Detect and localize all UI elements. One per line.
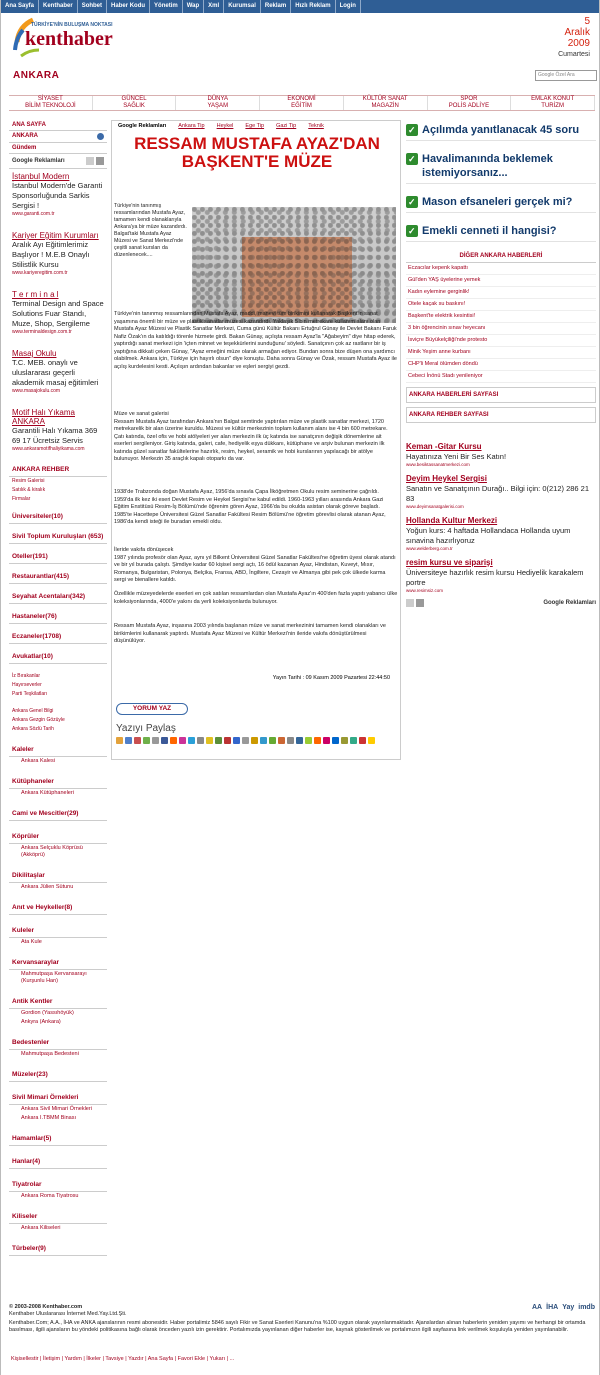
topnav-item[interactable]: Ana Sayfa xyxy=(1,0,39,13)
date-weekday: Cumartesi xyxy=(558,51,590,58)
ad-url[interactable]: www.terminaldesign.com.tr xyxy=(12,329,72,335)
category-link[interactable]: BİLİM TEKNOLOJİ xyxy=(25,103,76,109)
topnav-item[interactable]: Yönetim xyxy=(150,0,183,13)
left-ad xyxy=(9,405,107,455)
directory-section[interactable]: Oteller(191) xyxy=(9,550,107,564)
left-ads xyxy=(9,169,107,455)
feature-question-text: Açılımda yanıtlanacak 45 soru xyxy=(422,124,580,136)
ad-url[interactable]: www.garanti.com.tr xyxy=(12,211,55,217)
directory-item[interactable]: Ankara Roma Tiyatrosu xyxy=(21,1193,79,1199)
ad-url[interactable]: www.besiktassanatmerkezi.com xyxy=(406,462,470,467)
other-news-list xyxy=(406,263,596,383)
directory-group[interactable]: Anıt ve Heykeller(8) xyxy=(9,901,107,915)
ad-body: Üniversiteye hazırlık resim kursu Hediyelik karakalem portre xyxy=(406,568,584,587)
directory-section[interactable]: Avukatlar(10) xyxy=(9,650,107,664)
check-icon xyxy=(406,225,418,237)
other-news-head: DİĞER ANKARA HABERLERİ xyxy=(406,250,596,263)
left-sections xyxy=(9,510,107,1256)
rehber-link[interactable]: Firmalar xyxy=(12,496,31,502)
article-tabs xyxy=(112,121,402,132)
share-icon[interactable] xyxy=(170,737,177,744)
share-icon[interactable] xyxy=(260,737,267,744)
directory-group[interactable]: Kiliseler xyxy=(9,1210,107,1224)
share-icon[interactable] xyxy=(287,737,294,744)
ad-body: İstanbul Modern'de Garanti Sponsorluğunda Sarkis Sergisi ! xyxy=(12,181,103,210)
footer xyxy=(9,1304,595,1362)
category-column xyxy=(176,96,260,110)
directory-section[interactable]: Seyahat Acentaları(342) xyxy=(9,590,107,604)
article-photo xyxy=(192,207,396,323)
category-link[interactable]: TURİZM xyxy=(541,103,564,109)
share-icon[interactable] xyxy=(233,737,240,744)
directory-group[interactable]: Hamamlar(5) xyxy=(9,1132,107,1146)
right-ad xyxy=(406,439,596,471)
sidebar-home[interactable]: ANA SAYFA xyxy=(9,120,107,131)
tab-item[interactable]: Ege Tip xyxy=(245,123,265,129)
left-ad xyxy=(9,346,107,397)
misc-link[interactable]: İz Bırakanlar xyxy=(12,673,41,679)
ad-body: T.C. MEB. onaylı ve uluslararası geçerli akademik masaj eğitimleri xyxy=(12,358,99,387)
ad-url[interactable]: www.ankaramotifhaliyikama.com xyxy=(12,446,85,452)
agency-logos xyxy=(532,1304,595,1311)
misc-link[interactable]: Ankara Genel Bilgi xyxy=(12,708,54,714)
agency-logo: imdb xyxy=(578,1304,595,1311)
directory-item[interactable]: Mahmutpaşa Kervansarayı (Kurşunlu Han) xyxy=(21,971,87,984)
category-column xyxy=(428,96,512,110)
ad-body: Garantili Halı Yıkama 369 69 17 Ücretsiz Servis xyxy=(12,426,98,445)
directory-group[interactable]: Kuleler xyxy=(9,924,107,938)
comment-button[interactable]: YORUM YAZ xyxy=(116,703,188,715)
publish-date: Yayın Tarihi : 09 Kasım 2009 Pazartesi 22:44:50 xyxy=(272,675,390,681)
article-paragraph-1: Türkiye'nin tanınmış ressamlarından Mustafa Ayaz, maddi, manevi tüm birikimini kullanarak Başkent'in sanat yaşamına önemli bir müze ve plastik sanatlar müzesi kazandırdı. Yaklaşık 5 bin metrekare kullanım alanı olan Mustafa Ayaz Müzesi ve Plastik Sanatlar Merkezi, Cuma günü Kültür Bakanı Ertuğrul Günay ile Devlet Bakanı Faruk Nafiz Özak'ın da katıldığı törenle hizmete girdi. Bakan Günay, açılışta ressam Ayaz'la "Ağabeyim" diye hitap ederek, yaptırdığı sanat merkezi için 'içten minnet ve teşekkürlerini sunduğunu' söyledi. Sanatçının çok az rastlanır bir iş yaptığına dikkati çeken Günay, "Ayaz emeğini müze olarak armağan ediyor. Bundan sonra bize düşen ona yardımcı olabilmek. Ankara için, Türkiye için hayırlı olsun" diye konuştu. Daha sonra Günay ve Özak, ressam Mustafa Ayaz ile açılış kurdelesini kesti. Açılışın ardından bakanlar ve eşleri sergiyi gezdi. xyxy=(114,311,397,370)
directory-group[interactable]: Kütüphaneler xyxy=(9,775,107,789)
arrow-left-icon[interactable] xyxy=(406,599,414,607)
share-icons xyxy=(116,737,396,746)
right-ad xyxy=(406,555,596,597)
share-icon[interactable] xyxy=(332,737,339,744)
ad-title[interactable]: resim kursu ve siparişi xyxy=(406,558,493,567)
city-select[interactable] xyxy=(9,131,107,143)
category-link[interactable]: SPOR xyxy=(460,96,478,102)
share-icon[interactable] xyxy=(134,737,141,744)
agency-logo: Yay xyxy=(562,1304,575,1311)
directory-item[interactable]: Mahmutpaşa Bedesteni xyxy=(21,1051,79,1057)
misc-link[interactable]: Ankara Sözlü Tarih xyxy=(12,726,54,732)
article-paragraph-3: 1938'de Trabzonda doğan Mustafa Ayaz, 1956'da sınavla Çapa İlköğretmen Okulu resim seminerine çağrıldı. 1959'da ilk kez iki eseri Devlet Resim ve Heykel Sergisi'ne kabul edildi. 1960-1963 yılları arasında Ankara Gazi Eğitim Enstitüsü Resim-İş Bölümü'nde öğrenim gören Ayaz, 1966'da bu okulda asistan olarak göreve başladı. 1985'te Hacettepe Üniversitesi Güzel Sanatlar Fakültesi Resim Bölümü'ne öğretim görevlisi olarak atanan Ayaz, 1986'da kendi isteği ile buradan emekli oldu. xyxy=(114,489,386,525)
directory-item[interactable]: Gordion (Yassıhöyük) xyxy=(21,1010,74,1016)
news-item[interactable]: Kadın eylemine gerginlik! xyxy=(406,287,596,299)
share-icon[interactable] xyxy=(206,737,213,744)
category-column xyxy=(260,96,344,110)
ad-title[interactable]: Hollanda Kultur Merkezi xyxy=(406,516,498,525)
share-icon[interactable] xyxy=(251,737,258,744)
category-link[interactable]: MAGAZİN xyxy=(371,103,399,109)
share-icon[interactable] xyxy=(278,737,285,744)
rehber-links xyxy=(9,477,107,504)
arrow-right-icon[interactable] xyxy=(96,157,104,165)
directory-section[interactable]: Restaurantlar(415) xyxy=(9,570,107,584)
directory-item[interactable]: Ankyra (Ankara) xyxy=(21,1019,61,1025)
directory-group[interactable]: Hanlar(4) xyxy=(9,1155,107,1169)
directory-group[interactable]: Türbeler(9) xyxy=(9,1242,107,1256)
directory-group[interactable]: Müzeler(23) xyxy=(9,1068,107,1082)
share-icon[interactable] xyxy=(152,737,159,744)
directory-group[interactable]: Bedestenler xyxy=(9,1036,107,1050)
rehber-link[interactable]: Satılık & kiralık xyxy=(12,487,46,493)
footer-legal: Kenthaber.Com; A.A., İHA ve ANKA ajanslarının resmi abonesidir. Haber portalimiz 5846 sayılı Fikir ve Sanat Eserleri Kanunu'na %100 uygun olarak yayınlanmaktadır. Ajanslardan alınan haberlerin yeniden yayımı ve herhangi bir ortamda basılması, ilgili ajansların bu yöndeki politikasına bağlı olarak önceden yazılı izin gerektirir. Portalımızda yayınlanan diğer haberler ise, kaynak gösterilmek ve portalımızın ilgili sayfasına link verilmek koşuluyla yeniden yayınlanabilir. xyxy=(9,1320,586,1333)
ad-body: Yoğun kurs: 4 haftada Hollandaca Hollanda uyum sınavina hazırlıyoruz xyxy=(406,526,571,545)
directory-item[interactable]: Ankara Selçuklu Köprüsü (Akköprü) xyxy=(21,845,83,858)
share-icon[interactable] xyxy=(224,737,231,744)
share-icon[interactable] xyxy=(188,737,195,744)
feature-question[interactable] xyxy=(406,192,596,213)
share-icon[interactable] xyxy=(368,737,375,744)
right-ad xyxy=(406,471,596,513)
directory-section[interactable]: Hastaneler(76) xyxy=(9,610,107,624)
right-sidebar xyxy=(406,120,596,607)
agency-logo: AA xyxy=(532,1304,543,1311)
directory-group[interactable]: Dikilitaşlar xyxy=(9,869,107,883)
share-icon[interactable] xyxy=(341,737,348,744)
feature-questions xyxy=(406,120,596,242)
topnav-item[interactable]: Reklam xyxy=(261,0,291,13)
topnav-item[interactable]: Sohbet xyxy=(78,0,107,13)
city-select-label: ANKARA xyxy=(12,133,38,139)
directory-section[interactable]: Eczaneler(1708) xyxy=(9,630,107,644)
news-item[interactable]: Minik Yeşim anne kurbanı xyxy=(406,347,596,359)
category-link[interactable]: KÜLTÜR SANAT xyxy=(362,96,408,102)
check-icon xyxy=(406,153,418,165)
category-link[interactable]: SİYASET xyxy=(37,96,63,102)
news-item[interactable]: 3 bin öğrencinin sınav heyecanı xyxy=(406,323,596,335)
ad-title[interactable]: İstanbul Modern xyxy=(12,172,70,181)
news-item[interactable]: CHP'li Meral ölümden döndü xyxy=(406,359,596,371)
sidebar-gundem[interactable]: Gündem xyxy=(9,143,107,154)
check-icon xyxy=(406,196,418,208)
search-input[interactable]: Google Özel Ara xyxy=(535,70,597,81)
share-icon[interactable] xyxy=(143,737,150,744)
ad-url[interactable]: www.masajokulu.com xyxy=(12,388,61,394)
left-sidebar xyxy=(9,120,107,1256)
tab-item[interactable]: Gazi Tip xyxy=(276,123,297,129)
ad-title[interactable]: Motif Halı Yıkama ANKARA xyxy=(12,408,75,426)
tab-item[interactable]: Google Reklamları xyxy=(118,123,167,129)
feature-question[interactable] xyxy=(406,221,596,242)
category-link[interactable]: SAĞLIK xyxy=(123,103,145,109)
topnav-item[interactable]: Haber Kodu xyxy=(107,0,150,13)
tab-item[interactable]: Heykel xyxy=(216,123,234,129)
news-item[interactable]: Başkent'te elektrik kesintisi! xyxy=(406,311,596,323)
article-title: RESSAM MUSTAFA AYAZ'DAN BAŞKENT'E MÜZE xyxy=(134,134,380,171)
arrow-right-icon[interactable] xyxy=(416,599,424,607)
left-ad xyxy=(9,287,107,338)
directory-item[interactable]: Ankara I.TBMM Binası xyxy=(21,1115,77,1121)
ad-body: Hayatınıza Yeni Bir Ses Katın! xyxy=(406,452,507,461)
ad-title[interactable]: Kariyer Eğitim Kurumları xyxy=(12,231,99,240)
feature-question-text: Emekli cenneti il hangisi? xyxy=(422,225,557,237)
directory-item[interactable]: Ankara Kiliseleri xyxy=(21,1225,61,1231)
ad-url[interactable]: www.welderberg.com.tr xyxy=(406,546,453,551)
misc-link[interactable]: Parti Teşkilatları xyxy=(12,691,48,697)
footer-company: Kenthaber Uluslararası İnternet Med.Yay.Ltd.Şti. xyxy=(9,1311,127,1317)
news-item[interactable]: Cebeci İnönü Stadı yenileniyor xyxy=(406,371,596,383)
google-ads-label: Google Reklamları xyxy=(12,158,65,164)
left-ad xyxy=(9,228,107,279)
topnav-item[interactable]: Login xyxy=(336,0,361,13)
rehber-link[interactable]: Resim Galerisi xyxy=(12,478,45,484)
directory-group[interactable]: Kaleler xyxy=(9,743,107,757)
directory-group[interactable]: Tiyatrolar xyxy=(9,1178,107,1192)
site-logo[interactable] xyxy=(11,16,121,66)
topnav-item[interactable]: Hızlı Reklam xyxy=(291,0,335,13)
google-ads-label: Google Reklamları xyxy=(543,600,596,606)
directory-group[interactable]: Köprüler xyxy=(9,830,107,844)
category-column xyxy=(511,96,595,110)
google-ads-head xyxy=(9,154,107,169)
article-paragraph-2: Müze ve sanat galerisi Ressam Mustafa Ayaz tarafından Ankara'nın Balgat semtinde yaptırılan müze ve plastik sanatlar merkezi, 1720 metrekarelik bir alan üzerine kuruldu. Müzesi ve kültür merkezinin toplam kullanım alanı ise 4 bin 600 metrekare. Çatı katında, özel ofis ve hobi atölyeleri yer alan merkezin ilk üç katında ise sanatçının değişik dönemlerine ait eserleri sergileniyor. Giriş katında, galeri, cafe, hediyelik eşya dükkanı, kütüphane ve arşiv bulunan merkezin ilk katında güzel sanatlar fakültelerine hazırlık, resim, heykel, seramik ve hobi kurslarının yapılacağı bir atölye bulunuyor. Merkezin 35 araçlık kapalı otoparkı da var. xyxy=(114,411,388,462)
check-icon xyxy=(406,124,418,136)
directory-item[interactable]: Ata Kule xyxy=(21,939,42,945)
tab-item[interactable]: Teknik xyxy=(308,123,324,129)
logo-name: kenthaber xyxy=(25,28,113,50)
news-item[interactable]: Gül'den YAŞ üyelerine yemek xyxy=(406,275,596,287)
misc-link[interactable]: Hayırseverler xyxy=(12,682,42,688)
directory-group[interactable]: Kervansaraylar xyxy=(9,956,107,970)
ad-title[interactable]: Keman -Gitar Kursu xyxy=(406,442,482,451)
date-month: Aralık xyxy=(564,27,590,38)
share-icon[interactable] xyxy=(296,737,303,744)
right-ads-footer xyxy=(406,599,596,607)
category-link[interactable]: EMLAK KONUT xyxy=(531,96,575,102)
topnav-item[interactable]: Kurumsal xyxy=(224,0,261,13)
topnav-item[interactable]: Xml xyxy=(204,0,224,13)
ad-title[interactable]: Masaj Okulu xyxy=(12,349,57,358)
footer-links[interactable]: Kişisellestir | İletişim | Yardım | İlkeler | Tavsiye | Yazdır | Ana Sayfa | Favori Ekle | Yukarı | ... xyxy=(11,1356,235,1362)
feature-question[interactable] xyxy=(406,149,596,184)
guide-page-link[interactable]: ANKARA REHBER SAYFASI xyxy=(406,407,596,423)
topnav-item[interactable]: Wap xyxy=(183,0,204,13)
category-link[interactable]: POLİS ADLİYE xyxy=(448,103,490,109)
article-paragraph-5: Özellikle müzeyedelerde eserleri en çok satılan ressamlardan olan Mustafa Ayaz'ın 400'den fazla yapıtı yabancı ülke koleksiyonlarında, 4000'e yakını da yerli koleksiyonlarda bulunuyor. xyxy=(114,591,398,605)
news-item[interactable]: Otele kaçak su baskını! xyxy=(406,299,596,311)
share-icon[interactable] xyxy=(242,737,249,744)
share-icon[interactable] xyxy=(269,737,276,744)
article xyxy=(111,120,401,760)
share-icon[interactable] xyxy=(116,737,123,744)
topnav-item[interactable]: Kenthaber xyxy=(39,0,78,13)
arrow-left-icon[interactable] xyxy=(86,157,94,165)
share-icon[interactable] xyxy=(125,737,132,744)
misc-links-1 xyxy=(9,672,107,699)
date-year: 2009 xyxy=(567,38,590,49)
ad-url[interactable]: www.deyimsanatgalerisi.com xyxy=(406,504,464,509)
ad-title[interactable]: T e r m i n a l xyxy=(12,290,59,299)
date-day: 5 xyxy=(584,16,590,27)
category-bar xyxy=(9,95,595,111)
top-nav xyxy=(1,0,600,13)
directory-item[interactable]: Ankara Jülien Sütunu xyxy=(21,884,74,890)
ad-body: Sanatın ve Sanatçının Durağı.. Bilgi için: 0(212) 286 21 83 xyxy=(406,484,590,503)
directory-item[interactable]: Ankara Kalesi xyxy=(21,758,55,764)
feature-question-text: Mason efsaneleri gerçek mi? xyxy=(422,196,573,208)
share-icon[interactable] xyxy=(350,737,357,744)
ad-url[interactable]: www.kariyeregitim.com.tr xyxy=(12,270,68,276)
news-item[interactable]: Eczacılar kepenk kapattı xyxy=(406,263,596,275)
dropdown-icon xyxy=(97,133,104,140)
city-title: ANKARA xyxy=(13,70,60,81)
tab-item[interactable]: Ankara Tip xyxy=(178,123,205,129)
directory-group[interactable]: Antik Kentler xyxy=(9,995,107,1009)
category-link[interactable]: EĞİTİM xyxy=(291,103,312,109)
date-block xyxy=(546,16,590,60)
article-paragraph-4: İleride vakıfa dönüşecek 1987 yılında profesör olan Ayaz, aynı yıl Bilkent Üniversitesi Güzel Sanatlar Fakültesi'ne öğretim üyesi olarak atandı ve bir yıl burada çalıştı. Şimdiye kadar 60 kişisel sergi açtı, 16 ödül kazanan Ayaz, Hindistan, Kuveyt, Mısır, Romanya, Bulgaristan, Polonya, Belçika, Fransa, ABD, İngiltere, Cezayir ve Almanya gibi pek çok ülkede karma sergi ve bienallere katıldı. xyxy=(114,547,396,583)
share-icon[interactable] xyxy=(323,737,330,744)
directory-group[interactable]: Cami ve Mescitler(29) xyxy=(9,807,107,821)
share-icon[interactable] xyxy=(359,737,366,744)
category-link[interactable]: GÜNCEL xyxy=(121,96,147,102)
share-icon[interactable] xyxy=(305,737,312,744)
article-paragraph-6: Ressam Mustafa Ayaz, inşasına 2003 yılında başlanan müze ve sanat merkezinini tamamen kendi olanakları ve birikimlerini kullanarak yaptırdı. Mustafa Ayaz Müzesi ve Kültür Merkezi'nin ileride vakıfa dönüştürülmesi düşünülüyor. xyxy=(114,623,386,644)
share-icon[interactable] xyxy=(314,737,321,744)
misc-links-2 xyxy=(9,707,107,734)
logo-tagline: TÜRKİYE'NİN BULUŞMA NOKTASI xyxy=(31,22,113,28)
news-item[interactable]: İsviçre Büyükelçiliği'nde protesto xyxy=(406,335,596,347)
share-icon[interactable] xyxy=(179,737,186,744)
misc-link[interactable]: Ankara Gezgin Gözüyle xyxy=(12,717,65,723)
news-page-link[interactable]: ANKARA HABERLERİ SAYFASI xyxy=(406,387,596,403)
share-title: Yazıyı Paylaş xyxy=(116,723,176,734)
left-ad xyxy=(9,169,107,220)
share-icon[interactable] xyxy=(215,737,222,744)
category-column xyxy=(344,96,428,110)
rehber-head: ANKARA REHBER xyxy=(9,463,107,477)
feature-question-text: Havalimanında beklemek istemiyorsanız... xyxy=(422,153,553,179)
directory-group[interactable]: Sivil Mimari Örnekleri xyxy=(9,1091,107,1105)
directory-section[interactable]: Sivil Toplum Kuruluşları (653) xyxy=(9,530,107,544)
feature-question[interactable] xyxy=(406,120,596,141)
ad-title[interactable]: Deyim Heykel Sergisi xyxy=(406,474,487,483)
agency-logo: İHA xyxy=(546,1304,559,1311)
footer-copyright: © 2003-2008 Kenthaber.com xyxy=(9,1304,83,1310)
category-column xyxy=(9,96,93,110)
right-ad xyxy=(406,513,596,555)
ad-url[interactable]: www.resimsiz.com xyxy=(406,588,444,593)
article-summary: Türkiye'nin tanınmış ressamlarından Mustafa Ayaz, tamamen kendi olanaklarıyla Ankara'ya bir müze kazandırdı. Balgat'taki Mustafa Ayaz Müzesi ve Sanat Merkezi'nde çeşitli sanat kursları da düzenlenecek.... xyxy=(114,203,187,258)
category-link[interactable]: EKONOMİ xyxy=(287,96,316,102)
directory-item[interactable]: Ankara Sivil Mimari Örnekleri xyxy=(21,1106,92,1112)
share-icon[interactable] xyxy=(161,737,168,744)
directory-section[interactable]: Üniversiteler(10) xyxy=(9,510,107,524)
share-icon[interactable] xyxy=(197,737,204,744)
category-link[interactable]: YAŞAM xyxy=(207,103,229,109)
category-link[interactable]: DÜNYA xyxy=(207,96,229,102)
ad-body: Aralık Ayı Eğitimlerimiz Başlıyor ! M.E.B Onaylı Stilistlik Kursu xyxy=(12,240,90,269)
directory-item[interactable]: Ankara Kütüphaneleri xyxy=(21,790,74,796)
ad-body: Terminal Design and Space Solutions Fuar Standı, Muze, Shop, Sergileme xyxy=(12,299,104,328)
category-column xyxy=(93,96,177,110)
right-ads xyxy=(406,439,596,597)
